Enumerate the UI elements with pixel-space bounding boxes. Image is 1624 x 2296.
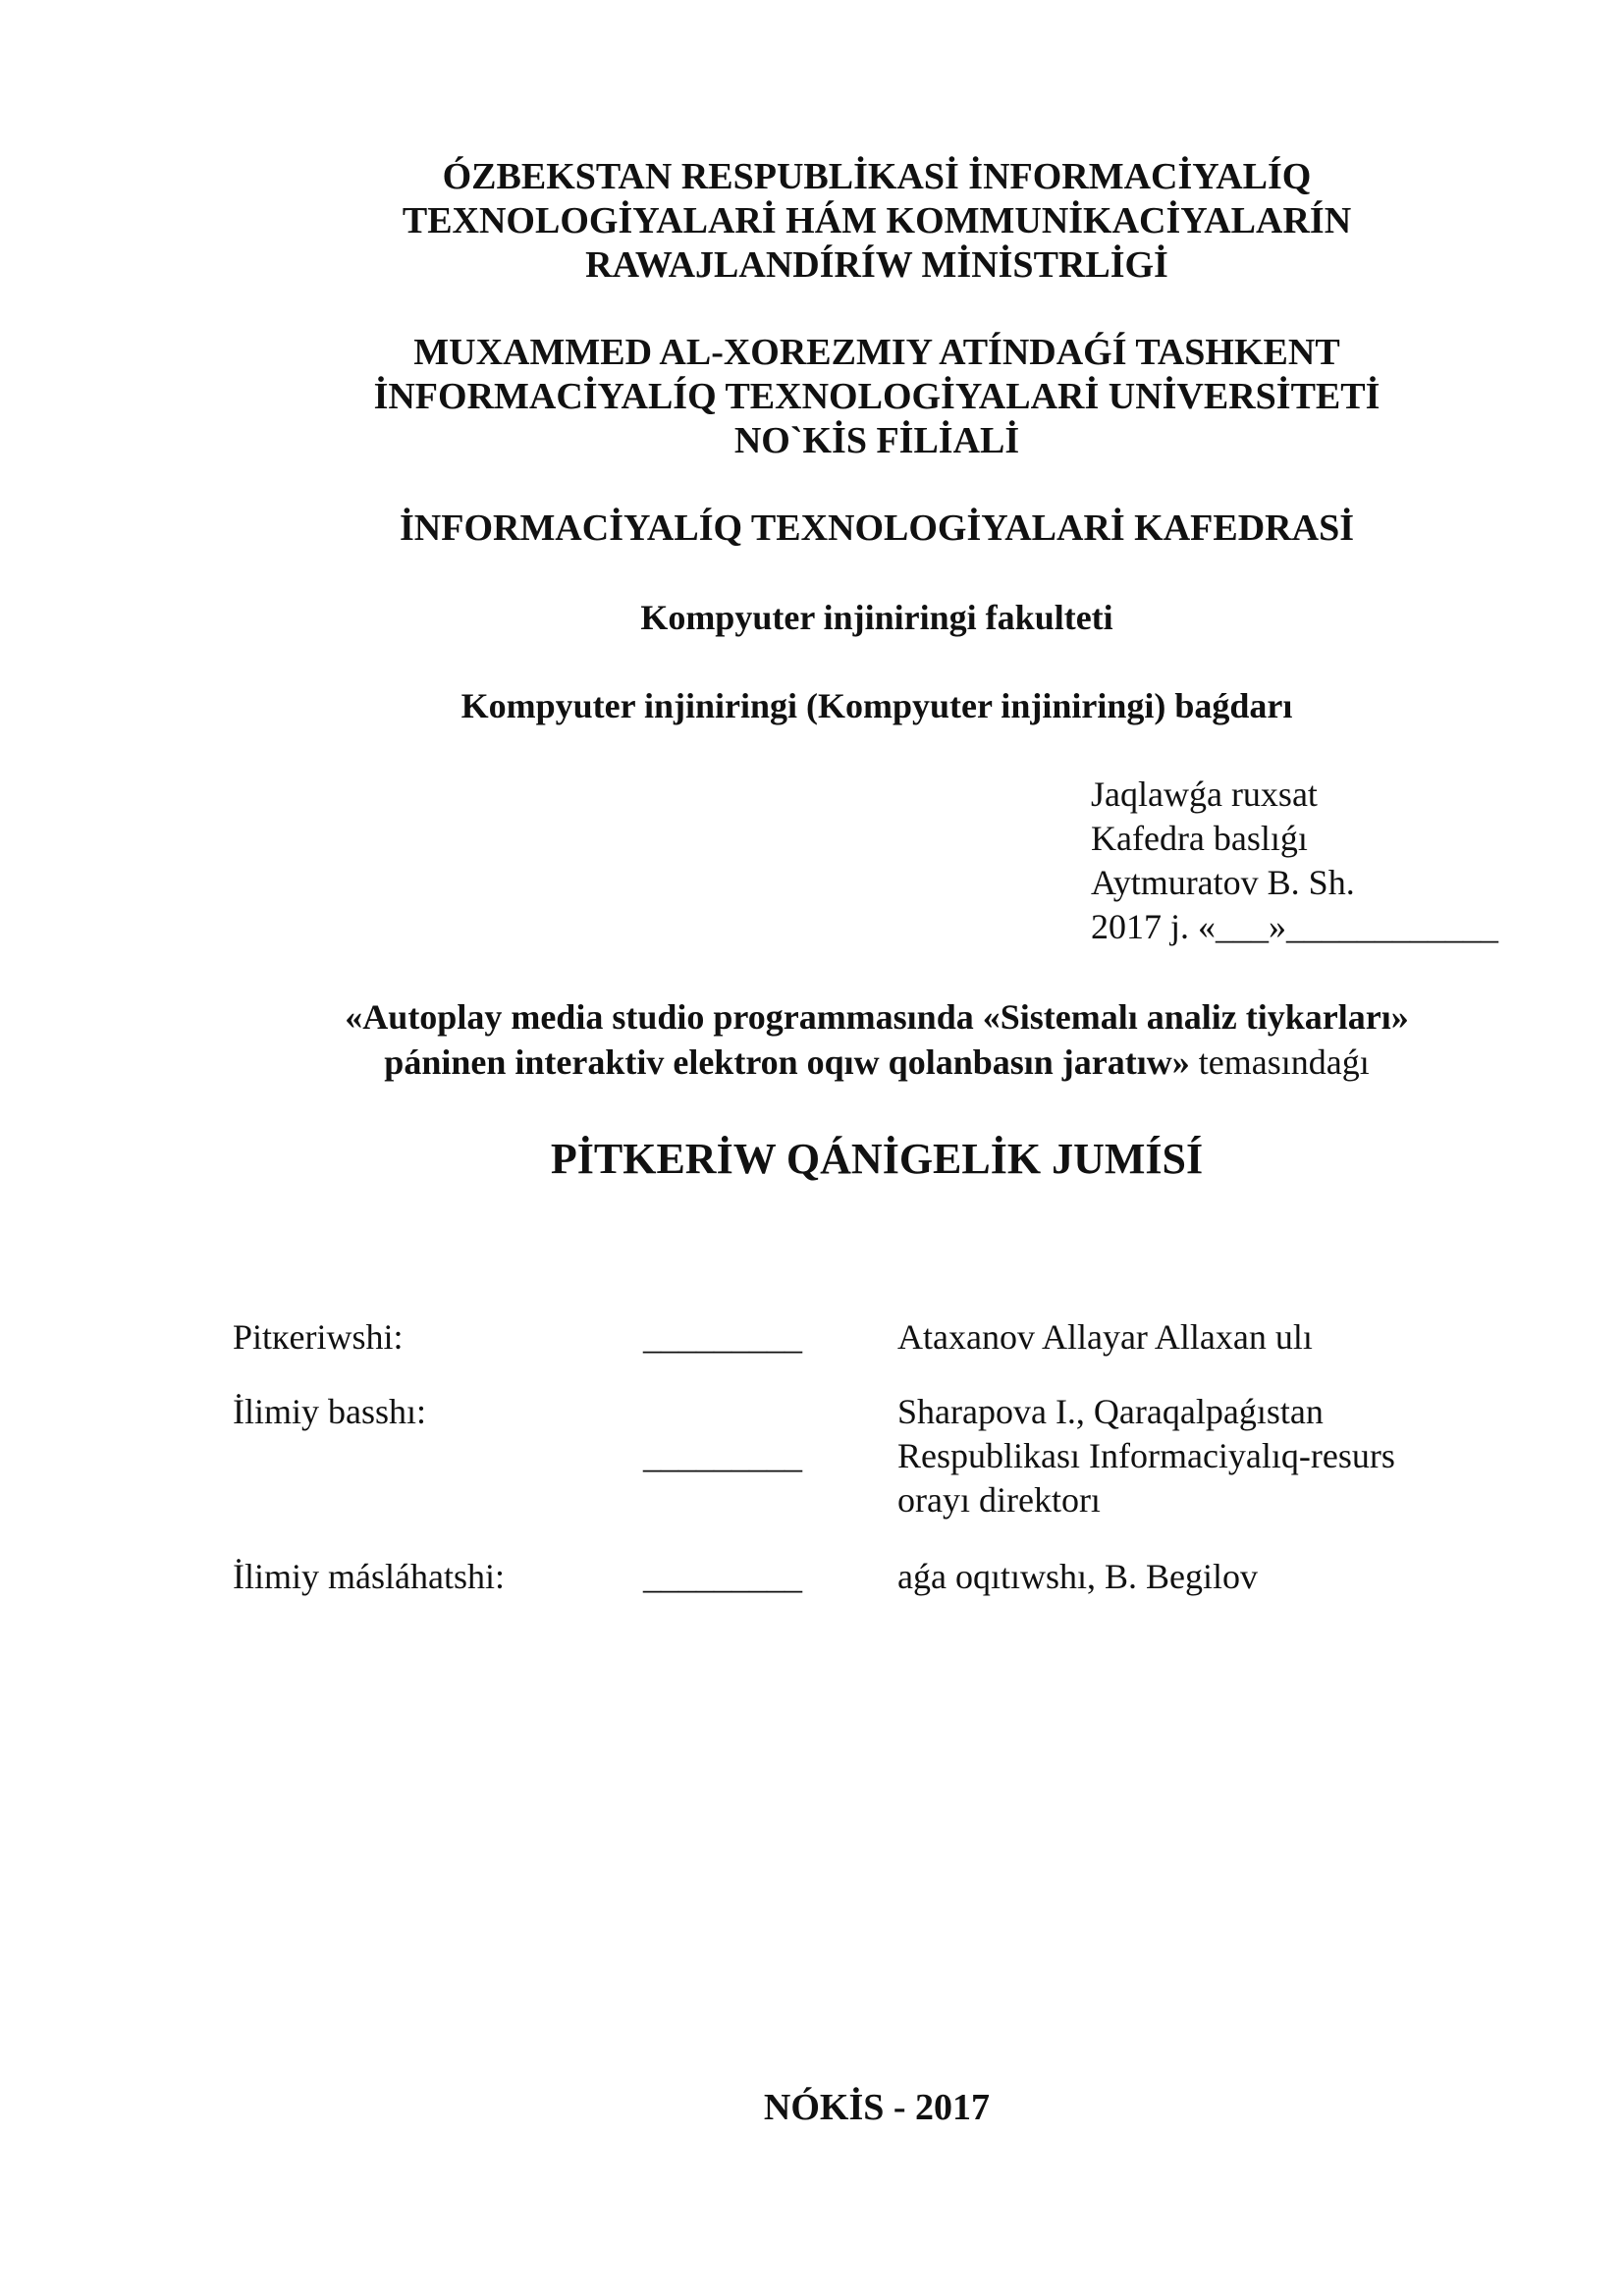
topic-block [0,994,1624,1085]
person-role: Pitкeriwshi: [233,1317,404,1357]
ministry-line-3: RAWAJLANDÍRÍW MİNİSTRLİGİ [585,244,1168,286]
person-name [897,1390,1395,1522]
faculty-name: Kompyuter injiniringi fakulteti [640,598,1113,637]
department-heading [0,507,1624,551]
approval-line-4: 2017 j. «___»____________ [1091,907,1499,946]
approval-block [1091,773,1498,949]
ministry-line-1: ÓZBEKSTAN RESPUBLİKASİ İNFORMACİYALÍQ [442,156,1312,197]
person-name-line: orayı direktorı [897,1480,1101,1520]
signature-line: _________ [643,1436,802,1475]
approval-line-2: Kafedra baslıǵı [1091,819,1308,858]
signature-line: _________ [643,1317,802,1357]
signature-line: _________ [643,1557,802,1596]
approval-line-1: Jaqlawǵa ruxsat [1091,774,1318,814]
person-name-line: Ataxanov Allayar Allaxan ulı [897,1317,1313,1357]
city-year-footer: NÓKİS - 2017 [763,2087,991,2128]
direction-name: Kompyuter injiniringi (Kompyuter injiniringi) baǵdarı [460,686,1293,725]
person-name [897,1555,1258,1599]
university-line-3: NO`KİS FİLİALİ [733,420,1020,461]
topic-line-2-bold: páninen interaktiv elektron oqıw qolanbasın jaratıw» [384,1042,1190,1082]
document-title: PİTKERİW QÁNİGELİK JUMÍSÍ [550,1135,1204,1183]
person-role: İlimiy basshı: [233,1392,426,1431]
person-name-line: aǵa oqıtıwshı, B. Begilov [897,1557,1258,1596]
person-name [897,1315,1313,1360]
person-role: İlimiy másláhatshi: [233,1557,505,1596]
ministry-line-2: TEXNOLOGİYALARİ HÁM KOMMUNİKACİYALARÍN [402,200,1352,241]
topic-line-2 [0,1040,1624,1085]
university-line-1: MUXAMMED AL-XOREZMIY ATÍNDAǴÍ TASHKENT [413,332,1340,373]
department-name: İNFORMACİYALÍQ TEXNOLOGİYALARİ KAFEDRASİ [400,507,1354,549]
ministry-heading [0,155,1624,288]
topic-line-2-suffix: temasındaǵı [1189,1042,1370,1082]
person-name-line: Respublikası Informaciyalıq-resurs [897,1436,1395,1475]
approval-line-3: Aytmuratov B. Sh. [1091,863,1355,902]
university-heading [0,331,1624,463]
person-name-line: Sharapova I., Qaraqalpaǵıstan [897,1392,1324,1431]
university-line-2: İNFORMACİYALÍQ TEXNOLOGİYALARİ UNİVERSİTETİ [373,376,1380,417]
topic-line-1: «Autoplay media studio programmasında «Sistemalı analiz tiykarları» [345,997,1409,1037]
